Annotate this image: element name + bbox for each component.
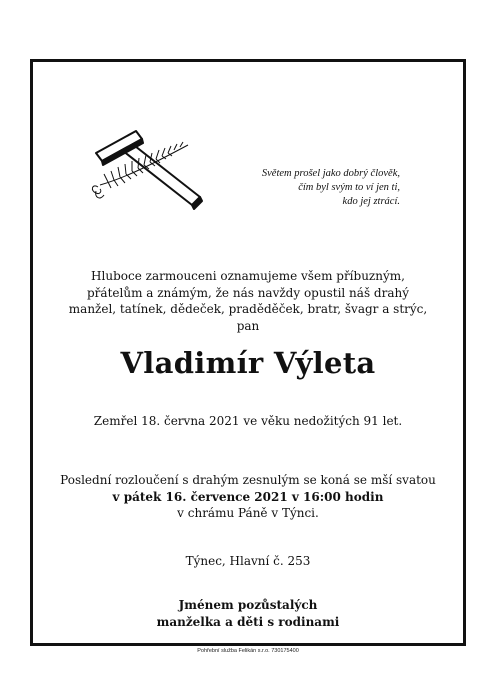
funeral-intro-line: Poslední rozloučení s drahým zesnulým se koná se mší svatou xyxy=(60,473,436,487)
funeral-location: v chrámu Páně v Týnci. xyxy=(177,506,319,520)
address-text: Týnec, Hlavní č. 253 xyxy=(185,554,311,568)
announcement-intro xyxy=(40,268,456,334)
intro-line: Hluboce zarmouceni oznamujeme všem příbuzným, xyxy=(91,269,405,283)
intro-line: manžel, tatínek, dědeček, praděděček, bratr, švagr a strýc, xyxy=(68,302,428,316)
signature-line: Jménem pozůstalých xyxy=(178,598,318,612)
memorial-quote xyxy=(230,167,400,209)
funeral-service-footer: Pohřební služba Felikán s.r.o. 730175400 xyxy=(197,648,299,654)
funeral-date-time: v pátek 16. července 2021 v 16:00 hodin xyxy=(112,489,384,504)
signature-line: manželka a děti s rodinami xyxy=(156,615,340,629)
intro-line: pan xyxy=(236,318,260,333)
bereaved-signature xyxy=(40,597,456,631)
quote-line: kdo jej ztrácí. xyxy=(342,196,400,207)
quote-line: čím byl svým to ví jen ti, xyxy=(298,182,400,193)
cross-with-palm-branch-icon xyxy=(88,125,208,215)
quote-line: Světem prošel jako dobrý člověk, xyxy=(261,168,400,179)
funeral-details xyxy=(40,472,456,522)
deceased-name: Vladimír Výleta xyxy=(120,346,376,380)
intro-line: přátelům a známým, že nás navždy opustil náš drahý xyxy=(87,285,409,300)
death-date-text: Zemřel 18. června 2021 ve věku nedožitých 91 let. xyxy=(93,414,403,428)
